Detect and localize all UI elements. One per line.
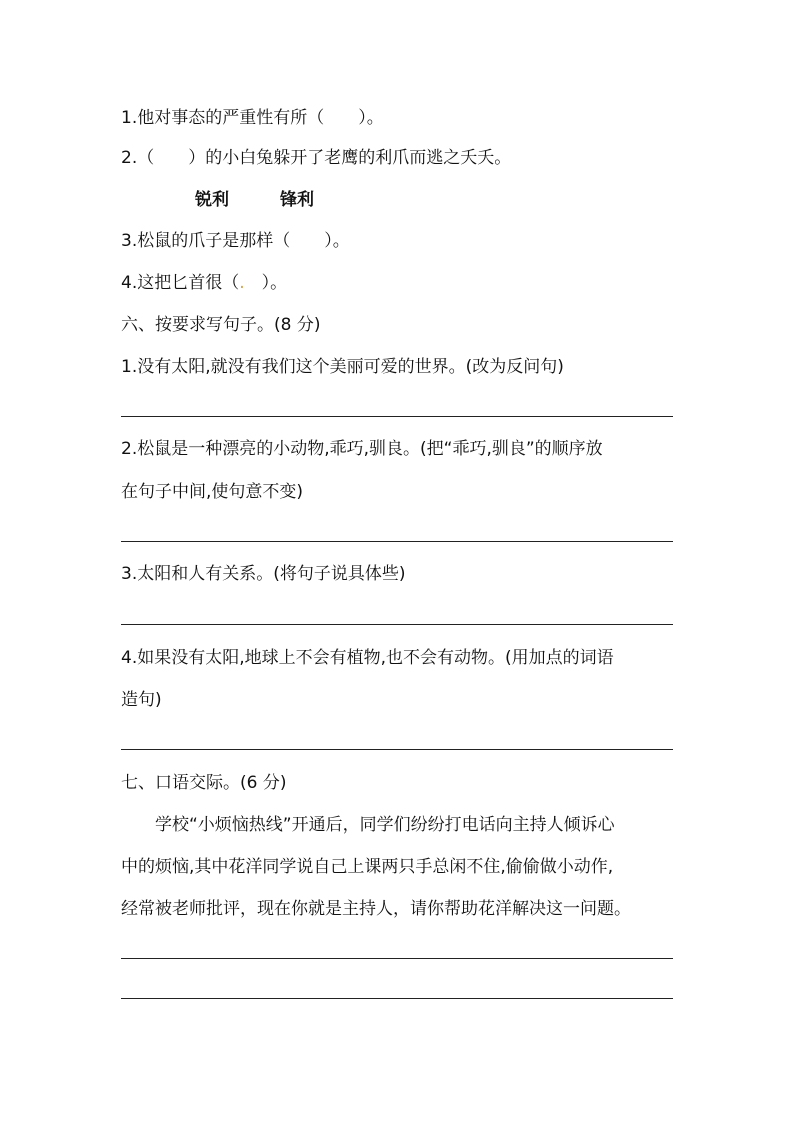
- section-7-paragraph-line-2: 中的烦恼,其中花洋同学说自己上课两只手总闲不住,偷偷做小动作,: [121, 857, 614, 877]
- section-6-heading: 六、按要求写句子。(8 分): [121, 315, 321, 335]
- answer-line-6[interactable]: [121, 998, 673, 999]
- section-7-paragraph-line-1: 学校“小烦恼热线”开通后，同学们纷纷打电话向主持人倾诉心: [121, 815, 615, 835]
- section-6-item-4-cont: 造句): [121, 690, 162, 710]
- section-6-item-4: 4.如果没有太阳,地球上不会有植物,也不会有动物。(用加点的词语: [121, 648, 614, 668]
- question-4: [121, 271, 287, 295]
- answer-line-5[interactable]: [121, 958, 673, 959]
- question-2: 2.（ ）的小白兔躲开了老鹰的利爪而逃之夭夭。: [121, 148, 512, 168]
- word-options: 锐利 锋利: [195, 190, 314, 210]
- question-4-text: 4.这把匕首很（: [121, 273, 240, 293]
- question-3: 3.松鼠的爪子是那样（ ）。: [121, 231, 350, 251]
- section-6-item-2-cont: 在句子中间,使句意不变): [121, 482, 304, 502]
- answer-line-2[interactable]: [121, 541, 673, 542]
- question-4-end: ）。: [244, 273, 288, 293]
- section-7-paragraph-line-3: 经常被老师批评，现在你就是主持人，请你帮助花洋解决这一问题。: [121, 899, 631, 919]
- question-1: 1.他对事态的严重性有所（ ）。: [121, 108, 384, 128]
- faint-mark: .: [239, 273, 245, 293]
- answer-line-1[interactable]: [121, 416, 673, 417]
- section-6-item-2: 2.松鼠是一种漂亮的小动物,乖巧,驯良。(把“乖巧,驯良”的顺序放: [121, 439, 603, 459]
- answer-line-4[interactable]: [121, 749, 673, 750]
- section-7-heading: 七、口语交际。(6 分): [121, 773, 287, 793]
- section-6-item-1: 1.没有太阳,就没有我们这个美丽可爱的世界。(改为反问句): [121, 357, 564, 377]
- section-6-item-3: 3.太阳和人有关系。(将句子说具体些): [121, 564, 406, 584]
- answer-line-3[interactable]: [121, 624, 673, 625]
